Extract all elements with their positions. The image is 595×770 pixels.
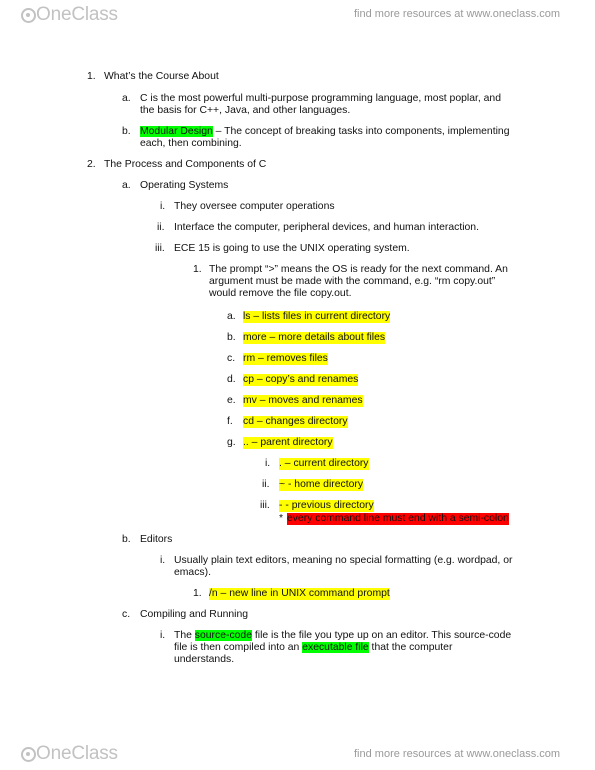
s1a-marker: a. — [122, 93, 131, 104]
s2c-title: Compiling and Running — [140, 609, 249, 620]
note-star: * — [279, 513, 284, 524]
cmd-parent: .. – parent directory — [243, 437, 333, 448]
cmd-ls: ls – lists files in current directory — [243, 311, 391, 322]
cmd-cd: cd – changes directory — [243, 416, 348, 427]
s2-title: The Process and Components of C — [104, 159, 267, 170]
prompt-line2: argument must be made with the command, e.g. “rm copy.out” — [209, 276, 496, 287]
dir-marker: iii. — [260, 500, 270, 511]
s2c-mid: file is the file you type up on an editor. This source-code — [251, 630, 512, 641]
s2a-ii-marker: ii. — [157, 222, 165, 233]
s1-number: 1. — [87, 71, 96, 82]
dir-marker: i. — [265, 458, 271, 469]
cmd-marker: f. — [227, 416, 233, 427]
s2c-l2post: that the computer — [368, 642, 453, 653]
prompt-line1: The prompt “>” means the OS is ready for the next command. An — [209, 264, 508, 275]
dir-home: ~ - home directory — [279, 479, 364, 490]
brand-text: OneClass — [36, 4, 118, 25]
s2b-i-marker: i. — [160, 555, 166, 566]
s2a-iii-marker: iii. — [155, 243, 165, 254]
s2c-marker: c. — [122, 609, 131, 620]
modular-design-highlight: Modular Design — [140, 126, 213, 137]
cmd-marker: c. — [227, 353, 236, 364]
oneclass-circle-icon — [21, 8, 36, 23]
semicolon-note: every command line must end with a semi-colon — [287, 513, 509, 524]
s1-title: What’s the Course About — [104, 71, 219, 82]
s2c-i-marker: i. — [160, 630, 166, 641]
oneclass-logo-header — [21, 4, 118, 26]
s2a-i-marker: i. — [160, 201, 166, 212]
executable-file-highlight: executable file — [302, 642, 369, 653]
prompt-line3: would remove the file copy.out. — [209, 288, 352, 299]
s2c-i-line3: understands. — [174, 654, 235, 665]
oneclass-circle-icon — [21, 747, 36, 762]
s2b-i-line1: Usually plain text editors, meaning no special formatting (e.g. wordpad, or — [174, 555, 513, 566]
s1a-line1: C is the most powerful multi-purpose programming language, most poplar, and — [140, 93, 501, 104]
cmd-cp: cp – copy’s and renames — [243, 374, 359, 385]
s1b-marker: b. — [122, 126, 131, 137]
s1b-rest: – The concept of breaking tasks into components, implementing — [212, 126, 510, 137]
newline-note: /n – new line in UNIX command prompt — [209, 588, 390, 599]
s2a-ii-text: Interface the computer, peripheral devices, and human interaction. — [174, 222, 479, 233]
s2c-i-line2 — [174, 642, 452, 654]
cmd-marker: a. — [227, 311, 236, 322]
s2a-i-text: They oversee computer operations — [174, 201, 335, 212]
cmd-marker: e. — [227, 395, 236, 406]
cmd-rm: rm – removes files — [243, 353, 328, 364]
cmd-marker: d. — [227, 374, 236, 385]
s2a-title: Operating Systems — [140, 180, 229, 191]
s2c-i-line1 — [174, 630, 511, 642]
cmd-marker: b. — [227, 332, 236, 343]
s1b-line2: each, then combining. — [140, 138, 242, 149]
cmd-marker: g. — [227, 437, 236, 448]
cmd-more: more – more details about files — [243, 332, 386, 343]
s2b-title: Editors — [140, 534, 173, 545]
s2a-iii-text: ECE 15 is going to use the UNIX operating system. — [174, 243, 410, 254]
newline-marker: 1. — [193, 588, 202, 599]
brand-text: OneClass — [36, 743, 118, 764]
s2b-marker: b. — [122, 534, 131, 545]
s2a-marker: a. — [122, 180, 131, 191]
s1b-line1 — [140, 126, 509, 138]
source-code-highlight: source-code — [194, 630, 252, 641]
dir-previous: - - previous directory — [279, 500, 374, 511]
footer-tagline[interactable]: find more resources at www.oneclass.com — [354, 748, 561, 760]
oneclass-logo-footer — [21, 743, 118, 765]
s2c-l2pre: file is then compiled into an — [174, 642, 303, 653]
prompt-marker: 1. — [193, 264, 202, 275]
cmd-mv: mv – moves and renames — [243, 395, 363, 406]
s1a-line2: the basis for C++, Java, and other languages. — [140, 105, 351, 116]
dir-current: . – current directory — [279, 458, 369, 469]
s2-number: 2. — [87, 159, 96, 170]
dir-marker: ii. — [262, 479, 270, 490]
header-tagline[interactable]: find more resources at www.oneclass.com — [354, 8, 561, 20]
s2c-pre: The — [174, 630, 195, 641]
s2b-i-line2: emacs). — [174, 567, 211, 578]
